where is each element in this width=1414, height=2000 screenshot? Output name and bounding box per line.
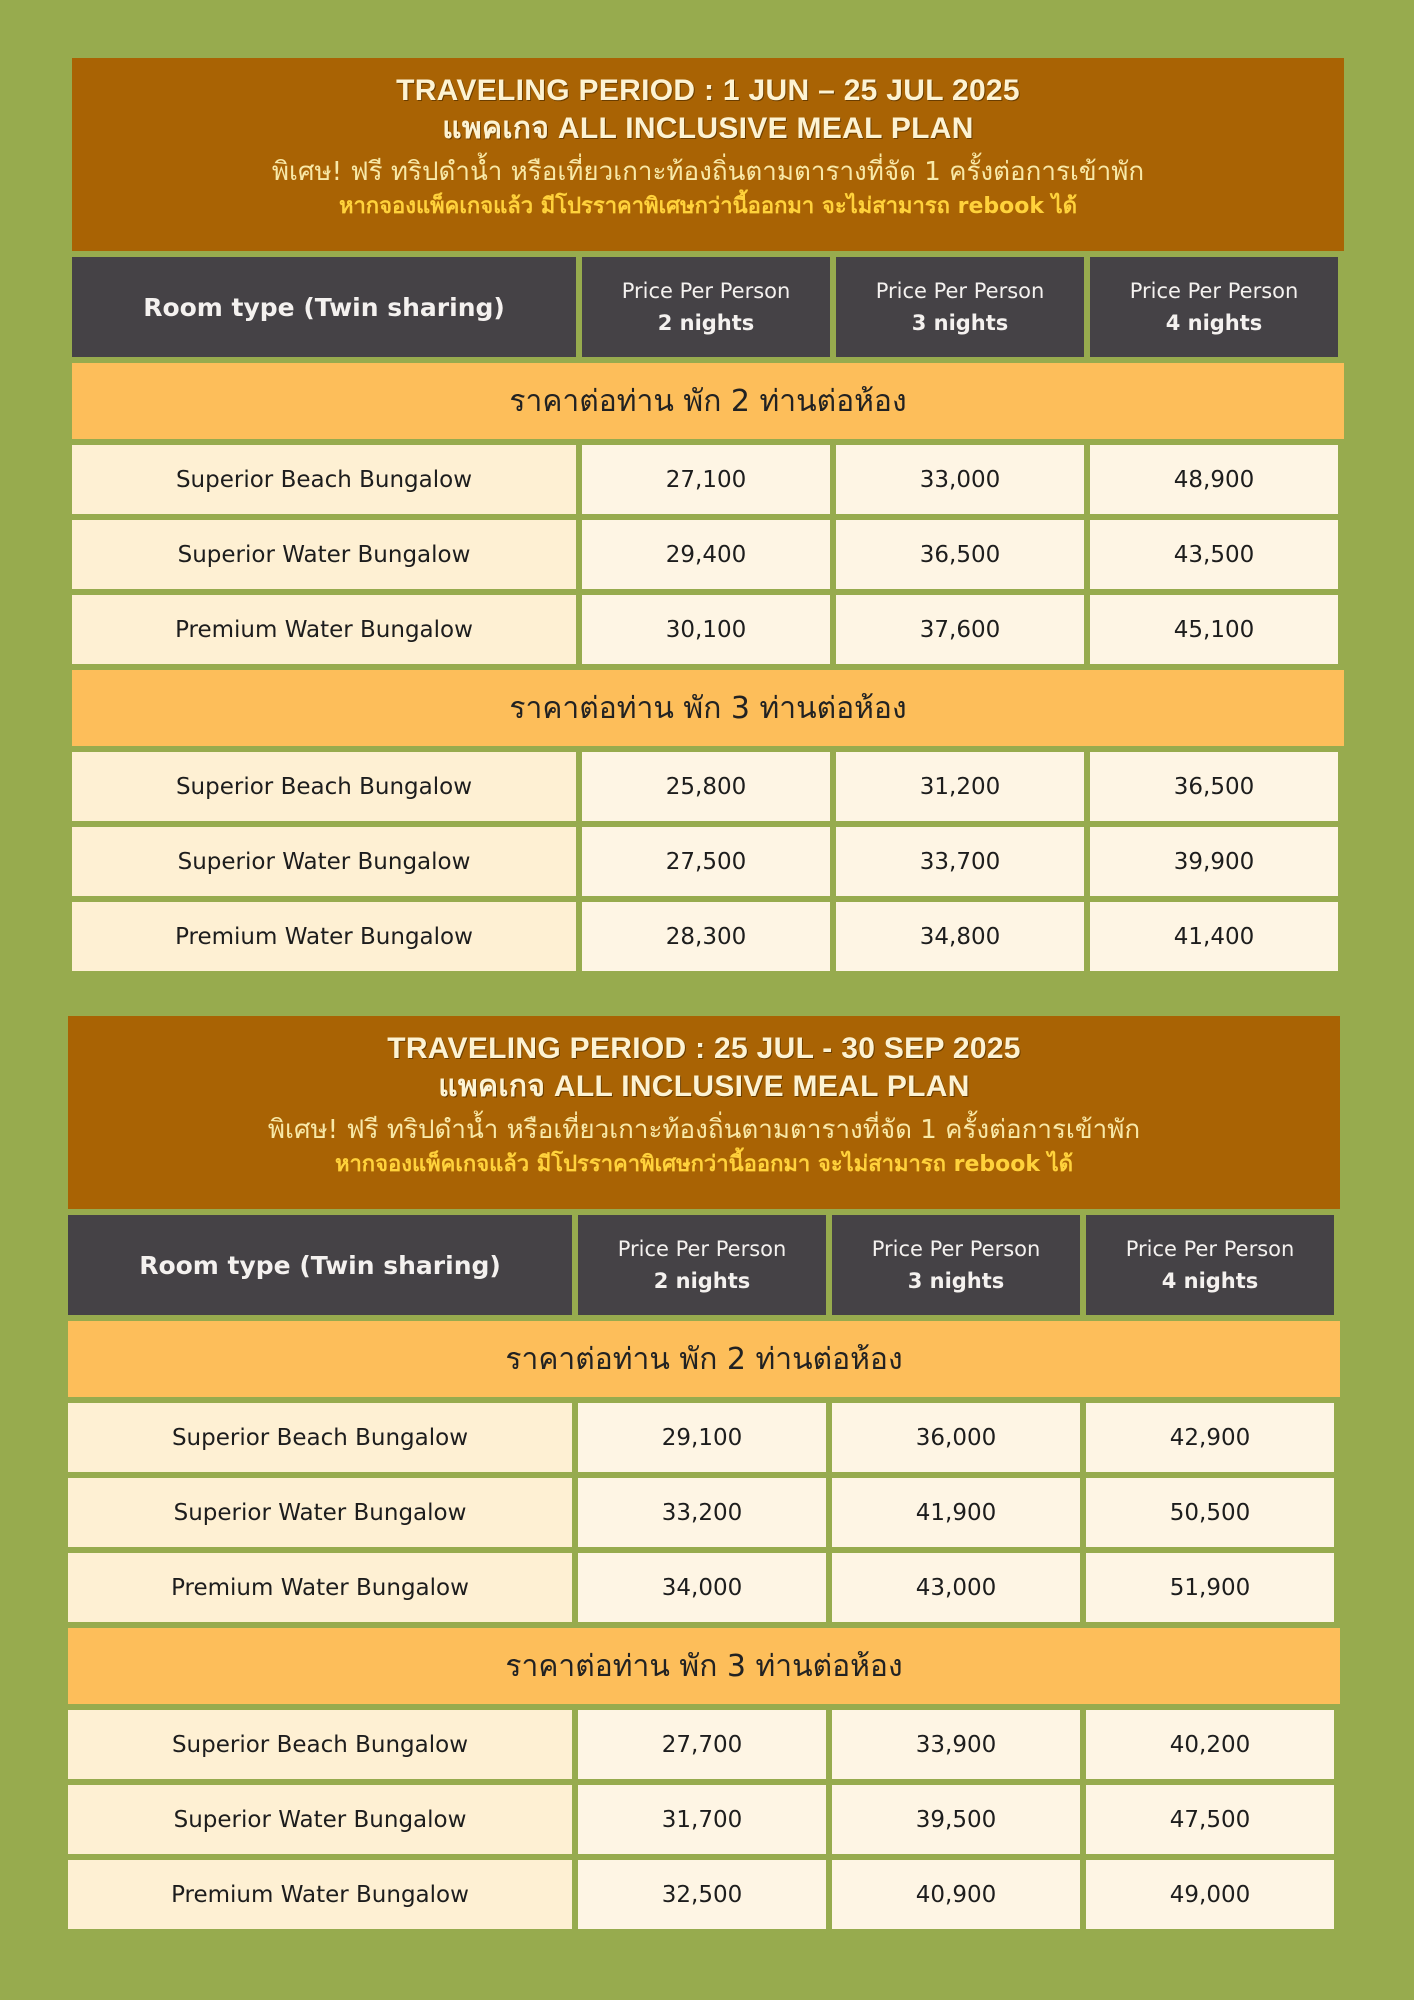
price-4-nights: 49,000 [1086, 1860, 1334, 1929]
room-name: Superior Beach Bungalow [72, 445, 576, 514]
price-per-person-label: Price Per Person [621, 279, 791, 303]
price-3-nights: 31,200 [836, 752, 1084, 821]
table-row [72, 520, 1344, 589]
price-header-2-nights [582, 257, 830, 357]
table-row [68, 1860, 1340, 1929]
price-per-person-label: Price Per Person [1125, 1237, 1295, 1261]
price-2-nights: 31,700 [578, 1785, 826, 1854]
price-per-person-label: Price Per Person [871, 1237, 1041, 1261]
nights-label: 2 nights [653, 1269, 751, 1293]
table-header-row [68, 1215, 1340, 1315]
table-row [72, 902, 1344, 971]
nights-label: 4 nights [1161, 1269, 1259, 1293]
price-3-nights: 36,000 [832, 1403, 1080, 1472]
price-3-nights: 40,900 [832, 1860, 1080, 1929]
price-2-nights: 25,800 [582, 752, 830, 821]
price-4-nights: 41,400 [1090, 902, 1338, 971]
price-per-person-label: Price Per Person [875, 279, 1045, 303]
room-name: Superior Beach Bungalow [68, 1710, 572, 1779]
price-4-nights: 50,500 [1086, 1478, 1334, 1547]
price-2-nights: 30,100 [582, 595, 830, 664]
room-name: Superior Beach Bungalow [68, 1403, 572, 1472]
table-row [72, 827, 1344, 896]
price-per-person-label: Price Per Person [617, 1237, 787, 1261]
price-4-nights: 51,900 [1086, 1553, 1334, 1622]
price-2-nights: 27,100 [582, 445, 830, 514]
room-name: Superior Water Bungalow [68, 1785, 572, 1854]
price-2-nights: 27,500 [582, 827, 830, 896]
price-2-nights: 28,300 [582, 902, 830, 971]
price-4-nights: 43,500 [1090, 520, 1338, 589]
price-4-nights: 45,100 [1090, 595, 1338, 664]
price-4-nights: 47,500 [1086, 1785, 1334, 1854]
room-name: Superior Beach Bungalow [72, 752, 576, 821]
period-header [68, 1016, 1340, 1209]
price-3-nights: 34,800 [836, 902, 1084, 971]
price-header-4-nights [1086, 1215, 1334, 1315]
table-header-row [72, 257, 1344, 357]
price-3-nights: 39,500 [832, 1785, 1080, 1854]
price-4-nights: 40,200 [1086, 1710, 1334, 1779]
period-title: TRAVELING PERIOD : 25 JUL - 30 SEP 2025 [387, 1032, 1021, 1065]
table-row [72, 752, 1344, 821]
package-title: แพคเกจ ALL INCLUSIVE MEAL PLAN [438, 1070, 970, 1103]
promo-text: พิเศษ! ฟรี ทริปดำน้ำ หรือเที่ยวเกาะท้องถิ่นตามตารางที่จัด 1 ครั้งต่อการเข้าพัก [267, 1115, 1141, 1145]
period-header [72, 58, 1344, 251]
price-3-nights: 43,000 [832, 1553, 1080, 1622]
price-3-nights: 36,500 [836, 520, 1084, 589]
occupancy-section-header: ราคาต่อท่าน พัก 2 ท่านต่อห้อง [68, 1321, 1340, 1397]
price-per-person-label: Price Per Person [1129, 279, 1299, 303]
price-header-3-nights [836, 257, 1084, 357]
price-2-nights: 27,700 [578, 1710, 826, 1779]
price-2-nights: 32,500 [578, 1860, 826, 1929]
occupancy-section-header: ราคาต่อท่าน พัก 2 ท่านต่อห้อง [72, 363, 1344, 439]
nights-label: 2 nights [657, 311, 755, 335]
price-3-nights: 41,900 [832, 1478, 1080, 1547]
price-table-period-2 [68, 1016, 1340, 1929]
occupancy-section-header: ราคาต่อท่าน พัก 3 ท่านต่อห้อง [68, 1628, 1340, 1704]
occupancy-section-header: ราคาต่อท่าน พัก 3 ท่านต่อห้อง [72, 670, 1344, 746]
price-2-nights: 29,400 [582, 520, 830, 589]
price-header-2-nights [578, 1215, 826, 1315]
price-3-nights: 33,000 [836, 445, 1084, 514]
price-header-4-nights [1090, 257, 1338, 357]
table-row [72, 595, 1344, 664]
nights-label: 3 nights [907, 1269, 1005, 1293]
price-3-nights: 33,900 [832, 1710, 1080, 1779]
rebook-note: หากจองแพ็คเกจแล้ว มีโปรราคาพิเศษกว่านี้ออกมา จะไม่สามารถ rebook ได้ [338, 194, 1078, 219]
period-title: TRAVELING PERIOD : 1 JUN – 25 JUL 2025 [396, 74, 1020, 107]
table-row [72, 445, 1344, 514]
room-name: Premium Water Bungalow [68, 1860, 572, 1929]
price-header-3-nights [832, 1215, 1080, 1315]
table-row [68, 1785, 1340, 1854]
table-row [68, 1403, 1340, 1472]
price-4-nights: 36,500 [1090, 752, 1338, 821]
price-4-nights: 39,900 [1090, 827, 1338, 896]
room-type-header: Room type (Twin sharing) [72, 257, 576, 357]
price-3-nights: 33,700 [836, 827, 1084, 896]
table-row [68, 1478, 1340, 1547]
room-name: Premium Water Bungalow [72, 595, 576, 664]
room-type-header: Room type (Twin sharing) [68, 1215, 572, 1315]
table-row [68, 1710, 1340, 1779]
price-2-nights: 33,200 [578, 1478, 826, 1547]
price-4-nights: 42,900 [1086, 1403, 1334, 1472]
nights-label: 4 nights [1165, 311, 1263, 335]
room-name: Superior Water Bungalow [72, 827, 576, 896]
table-row [68, 1553, 1340, 1622]
price-4-nights: 48,900 [1090, 445, 1338, 514]
room-name: Superior Water Bungalow [72, 520, 576, 589]
promo-text: พิเศษ! ฟรี ทริปดำน้ำ หรือเที่ยวเกาะท้องถิ่นตามตารางที่จัด 1 ครั้งต่อการเข้าพัก [271, 157, 1145, 187]
rebook-note: หากจองแพ็คเกจแล้ว มีโปรราคาพิเศษกว่านี้ออกมา จะไม่สามารถ rebook ได้ [334, 1152, 1074, 1177]
price-2-nights: 34,000 [578, 1553, 826, 1622]
nights-label: 3 nights [911, 311, 1009, 335]
room-name: Superior Water Bungalow [68, 1478, 572, 1547]
price-2-nights: 29,100 [578, 1403, 826, 1472]
room-name: Premium Water Bungalow [68, 1553, 572, 1622]
price-table-period-1 [72, 58, 1344, 971]
price-3-nights: 37,600 [836, 595, 1084, 664]
package-title: แพคเกจ ALL INCLUSIVE MEAL PLAN [442, 112, 974, 145]
room-name: Premium Water Bungalow [72, 902, 576, 971]
